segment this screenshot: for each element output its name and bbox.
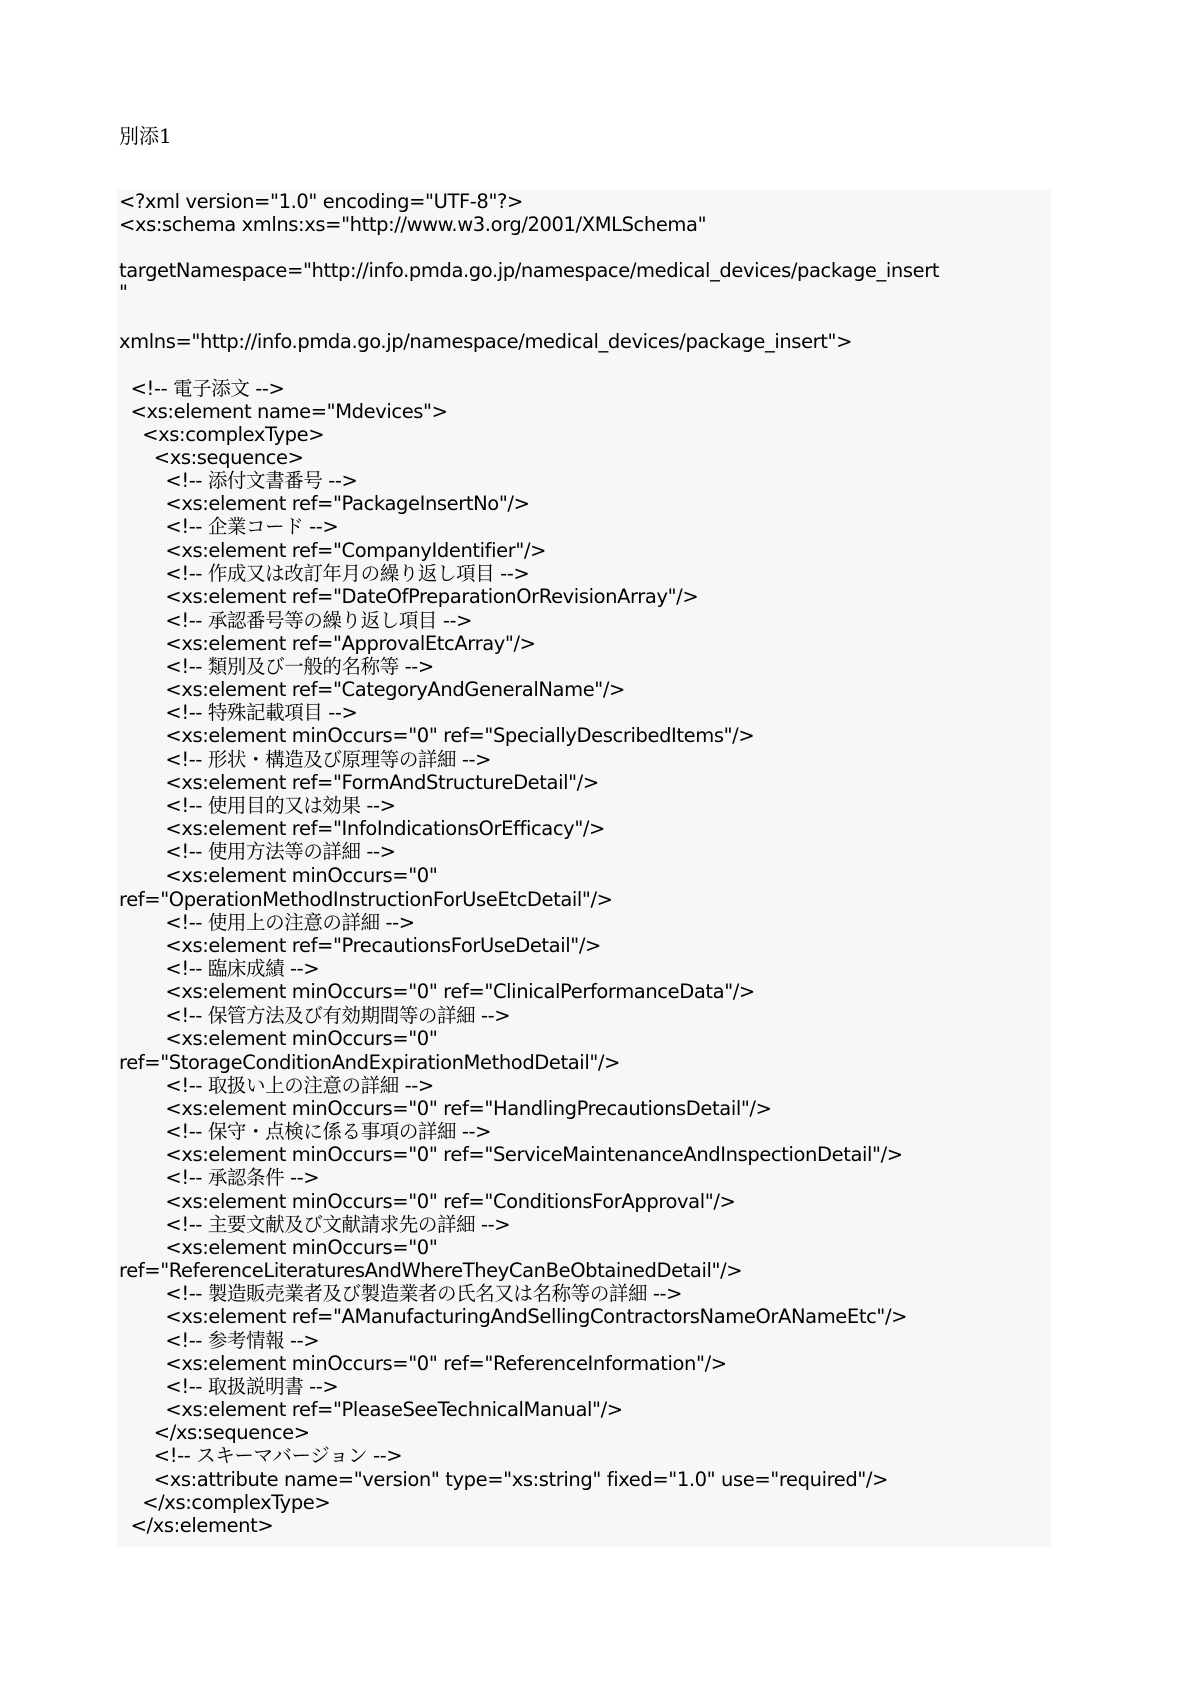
code-line: <!-- 承認条件 --> (119, 1166, 320, 1189)
code-line: <!-- 形状・構造及び原理等の詳細 --> (119, 748, 492, 771)
code-line: <!-- 類別及び一般的名称等 --> (119, 655, 434, 678)
code-line: </xs:element> (119, 1514, 274, 1537)
code-line: <!-- 使用方法等の詳細 --> (119, 840, 396, 863)
code-line: ref="StorageConditionAndExpirationMethodDetail"/> (119, 1051, 621, 1074)
code-line: <!-- 保管方法及び有効期間等の詳細 --> (119, 1004, 511, 1027)
code-line: </xs:sequence> (119, 1421, 310, 1444)
code-line: xmlns="http://info.pmda.go.jp/namespace/medical_devices/package_insert"> (119, 330, 853, 353)
code-line: <xs:element ref="PrecautionsForUseDetail"/> (119, 934, 601, 957)
code-line: <!-- 承認番号等の繰り返し項目 --> (119, 609, 473, 632)
code-line: <!-- 使用上の注意の詳細 --> (119, 911, 415, 934)
code-line: <!-- スキーマバージョン --> (119, 1444, 403, 1467)
code-line: <!-- 取扱説明書 --> (119, 1375, 339, 1398)
code-line: <!-- 参考情報 --> (119, 1329, 320, 1352)
code-line: </xs:complexType> (119, 1491, 331, 1514)
code-line: <!-- 電子添文 --> (119, 377, 285, 400)
code-line: <xs:element minOccurs="0" ref="ConditionsForApproval"/> (119, 1190, 736, 1213)
code-line: <xs:element minOccurs="0" ref="HandlingPrecautionsDetail"/> (119, 1097, 772, 1120)
code-line: <!-- 作成又は改訂年月の繰り返し項目 --> (119, 562, 530, 585)
code-line: <xs:element ref="ApprovalEtcArray"/> (119, 632, 536, 655)
code-line: ref="ReferenceLiteraturesAndWhereTheyCanBeObtainedDetail"/> (119, 1259, 743, 1282)
code-line: <!-- 添付文書番号 --> (119, 469, 358, 492)
code-line: <xs:element ref="InfoIndicationsOrEfficacy"/> (119, 817, 606, 840)
code-line: <xs:element ref="AManufacturingAndSellingContractorsNameOrANameEtc"/> (119, 1305, 908, 1328)
code-line: <xs:schema xmlns:xs="http://www.w3.org/2001/XMLSchema" (119, 213, 707, 236)
code-line: <xs:attribute name="version" type="xs:string" fixed="1.0" use="required"/> (119, 1468, 889, 1491)
code-line: ref="OperationMethodInstructionForUseEtcDetail"/> (119, 888, 613, 911)
code-line: <xs:element minOccurs="0" ref="ReferenceInformation"/> (119, 1352, 727, 1375)
code-line: <!-- 保守・点検に係る事項の詳細 --> (119, 1120, 492, 1143)
code-line: <!-- 臨床成績 --> (119, 957, 320, 980)
code-line: <xs:complexType> (119, 423, 325, 446)
code-line: <xs:element ref="DateOfPreparationOrRevisionArray"/> (119, 585, 699, 608)
code-line: <xs:element minOccurs="0" (119, 1027, 438, 1050)
code-line: <xs:element ref="CategoryAndGeneralName"/> (119, 678, 625, 701)
code-line: <xs:element ref="PleaseSeeTechnicalManual"/> (119, 1398, 623, 1421)
code-line: <!-- 取扱い上の注意の詳細 --> (119, 1074, 434, 1097)
code-line: <xs:element ref="FormAndStructureDetail"/> (119, 771, 599, 794)
code-line: <xs:element ref="PackageInsertNo"/> (119, 492, 530, 515)
code-line: <xs:element name="Mdevices"> (119, 400, 448, 423)
code-line: <xs:sequence> (119, 446, 304, 469)
code-line: targetNamespace="http://info.pmda.go.jp/namespace/medical_devices/package_insert (119, 259, 940, 282)
code-line: <!-- 使用目的又は効果 --> (119, 794, 396, 817)
code-line: <xs:element ref="CompanyIdentifier"/> (119, 539, 547, 562)
code-line: <!-- 特殊記載項目 --> (119, 701, 358, 724)
attachment-label: 別添1 (119, 124, 172, 148)
code-line: <!-- 製造販売業者及び製造業者の氏名又は名称等の詳細 --> (119, 1282, 683, 1305)
code-line: <!-- 主要文献及び文献請求先の詳細 --> (119, 1213, 511, 1236)
code-line: <xs:element minOccurs="0" ref="ClinicalPerformanceData"/> (119, 980, 755, 1003)
code-line: <?xml version="1.0" encoding="UTF-8"?> (119, 190, 523, 213)
code-line: <xs:element minOccurs="0" ref="SpeciallyDescribedItems"/> (119, 724, 755, 747)
code-line: <xs:element minOccurs="0" ref="ServiceMaintenanceAndInspectionDetail"/> (119, 1143, 903, 1166)
code-line: <!-- 企業コード --> (119, 515, 339, 538)
code-line: " (119, 281, 128, 304)
code-line: <xs:element minOccurs="0" (119, 1236, 438, 1259)
code-line: <xs:element minOccurs="0" (119, 864, 438, 887)
